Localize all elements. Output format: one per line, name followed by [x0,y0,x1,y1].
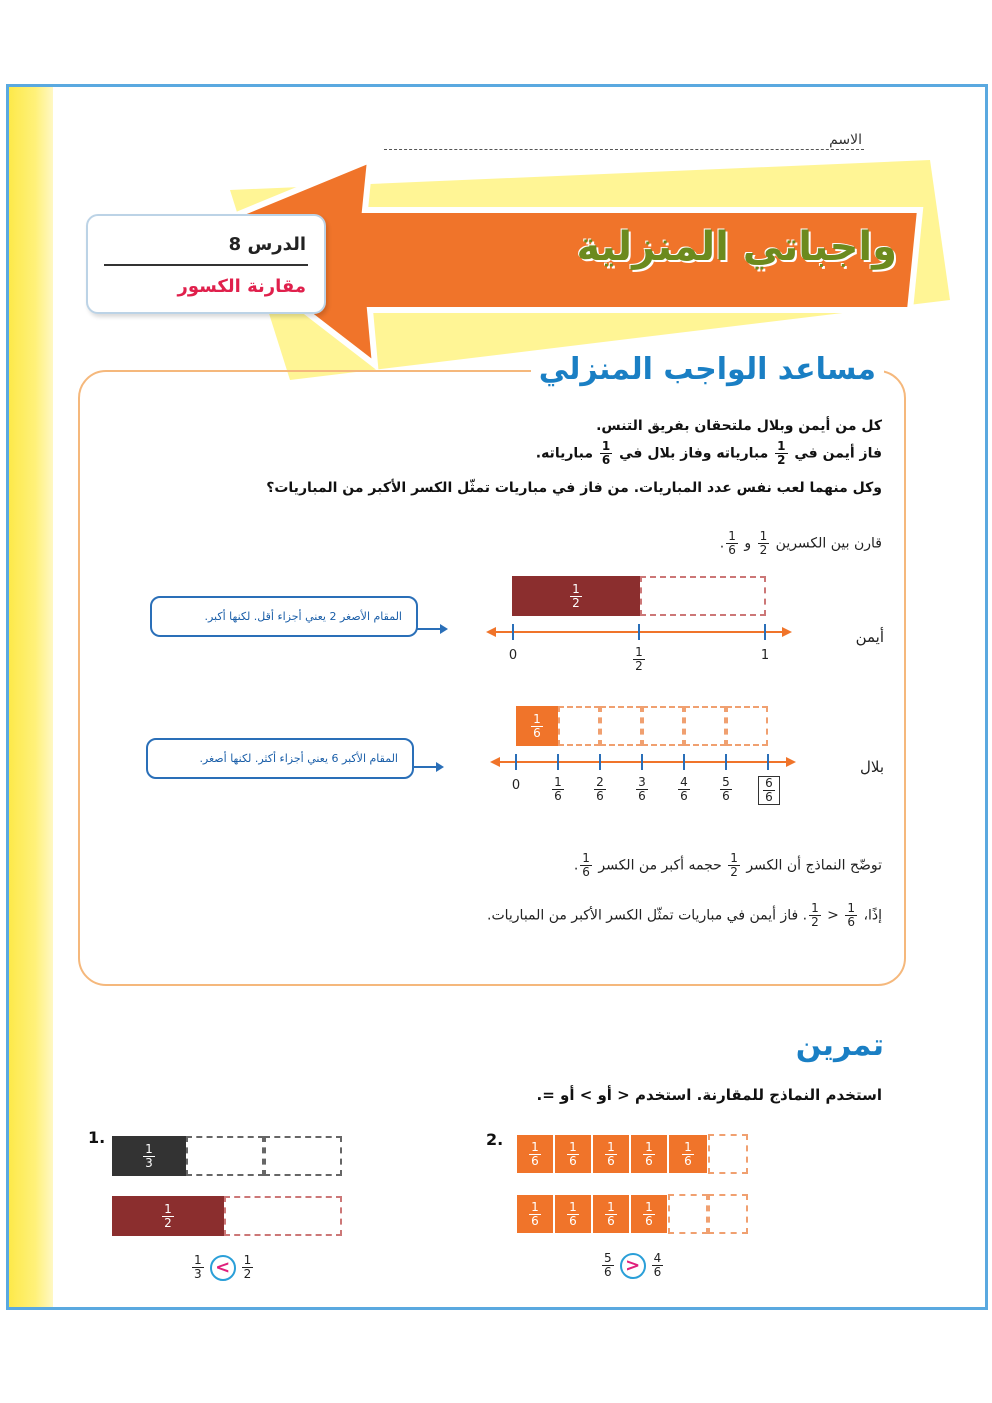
arrow-left [490,757,500,767]
denominator: 6 [596,789,604,803]
numerator: 1 [730,851,738,865]
ayman-number-line [486,622,796,646]
ayman-empty-bar [640,576,766,616]
ex1-answer-circle[interactable]: < [210,1255,236,1281]
text: مبارياته وفاز بلال في [619,445,769,462]
ex1-comparison [190,1254,255,1281]
divider [104,264,308,266]
ex2-top-filled [592,1134,630,1174]
numerator: 1 [635,645,643,659]
tick-label-2-6 [590,776,610,803]
numerator: 1 [569,1199,577,1214]
numerator: 1 [759,529,768,543]
ex1-empty-cell [186,1136,264,1176]
tick-label-0: 0 [511,778,521,793]
lesson-card [86,214,326,314]
bilal-label: بلال [859,758,884,776]
fraction [643,1141,655,1168]
numerator: 1 [607,1199,615,1214]
fraction [242,1254,254,1281]
ex2-bottom-filled [630,1194,668,1234]
fraction-half [728,852,740,879]
yellow-stripe [9,87,53,1307]
fraction-half [809,902,821,929]
problem-line-2 [536,440,882,467]
denominator: 6 [569,1153,577,1168]
fraction [678,776,690,803]
text: حجمه أكبر من الكسر [598,857,722,874]
text: مبارياته. [535,445,594,462]
tick-label-5-6 [716,776,736,803]
fraction [605,1141,617,1168]
ex2-top-filled [516,1134,554,1174]
fraction-sixth [580,852,592,879]
denominator: 6 [765,790,773,804]
arrow-left [486,627,496,637]
denominator: 2 [635,659,643,673]
less-than-sign: < [827,907,839,924]
fraction [552,776,564,803]
denominator: 6 [638,789,646,803]
fraction-half [570,583,582,610]
denominator: 6 [653,1265,662,1279]
denominator: 2 [730,865,738,879]
numerator: 1 [572,581,580,596]
numerator: 1 [811,901,819,915]
callout-arrow [416,622,448,636]
compare-instruction: قارن بين الكسرين $\frac{1}{2}$ و $\frac{1}{6}$ . [719,529,882,557]
lesson-number: الدرس 8 [228,234,306,255]
tick-label-6-6 [758,776,780,805]
problem-line-3: وكل منهما لعب نفس عدد المباريات. من فاز في مباريات تمثّل الكسر الأكبر من المباريات؟ [266,480,882,496]
denominator: 6 [645,1213,653,1228]
practice-title: تمرين [795,1028,884,1063]
numerator: 1 [684,1139,692,1154]
numerator: 1 [533,711,541,726]
denominator: 6 [722,789,730,803]
tick-label-0: 0 [508,648,518,663]
numerator: 2 [596,775,604,789]
problem-line-1: كل من أيمن وبلال ملتحقان بفريق التنس. [596,418,882,434]
denominator: 6 [531,1213,539,1228]
denominator: 6 [684,1153,692,1168]
ex1-empty-cell [224,1196,342,1236]
callout-bilal: المقام الأكبر 6 يعني أجزاء أكثر. لكنها أصغر. [146,738,414,779]
fraction [652,1252,664,1279]
denominator: 2 [777,453,786,467]
arrow-right [786,757,796,767]
fraction-sixth [531,713,543,740]
bilal-empty-cell [642,706,684,746]
ex1-third-bar [112,1136,186,1176]
fraction [594,776,606,803]
denominator: 6 [645,1153,653,1168]
bilal-empty-cell [726,706,768,746]
ex1-empty-cell [264,1136,342,1176]
numerator: 1 [728,529,736,543]
denominator: 6 [728,543,736,557]
fraction [643,1201,655,1228]
fraction [720,776,732,803]
fraction [636,776,648,803]
denominator: 6 [601,453,611,467]
exercise-2-number: 2. [486,1130,504,1149]
fraction [682,1141,694,1168]
numerator: 1 [607,1139,615,1154]
fraction [605,1201,617,1228]
denominator: 3 [194,1267,202,1281]
numerator: 1 [582,851,590,865]
denominator: 6 [607,1213,615,1228]
conclusion-sentence: إذًا، $\frac{1}{6}$ < $\frac{1}{2}$ . فاز أيمن في مباريات تمثّل الكسر الأكبر من المباريات. [487,901,882,929]
denominator: 6 [847,915,855,929]
fraction-half [758,530,770,557]
ex2-bottom-empty [668,1194,708,1234]
ex2-top-filled [668,1134,708,1174]
numerator: 1 [847,901,855,915]
numerator: 1 [554,775,562,789]
numerator: 5 [722,775,730,789]
arrow-right [782,627,792,637]
ex2-top-filled [554,1134,592,1174]
numerator: 6 [765,776,773,790]
tick-label-half [629,646,649,673]
denominator: 2 [811,915,819,929]
numerator: 5 [604,1251,612,1265]
numerator: 1 [194,1253,202,1267]
denominator: 2 [243,1267,252,1281]
ex2-bottom-filled [516,1194,554,1234]
fraction [763,777,775,804]
numerator: 3 [638,775,646,789]
numerator: 1 [145,1141,153,1156]
ayman-half-bar [512,576,640,616]
numerator: 1 [601,439,611,453]
tick-label-1: 1 [760,648,770,663]
tick-label-3-6 [632,776,652,803]
bilal-number-line [490,752,800,776]
text: إذًا، [863,907,882,924]
ex2-comparison [600,1252,665,1279]
ex2-bottom-empty [708,1194,748,1234]
text: قارن بين الكسرين [775,535,882,552]
denominator: 2 [759,543,768,557]
fraction [143,1143,155,1170]
numerator: 1 [645,1199,653,1214]
fraction [567,1201,579,1228]
ex2-top-filled [630,1134,668,1174]
tick-label-4-6 [674,776,694,803]
denominator: 3 [145,1155,153,1170]
lesson-topic: مقارنة الكسور [177,276,306,297]
numerator: 1 [777,439,786,453]
denominator: 6 [554,789,562,803]
ex1-half-bar [112,1196,224,1236]
bilal-sixth-bar [516,706,558,746]
fraction-sixth [600,440,612,467]
denominator: 6 [531,1153,539,1168]
models-sentence: توضّح النماذج أن الكسر $\frac{1}{2}$ حجمه أكبر من الكسر $\frac{1}{6}$ . [573,851,882,879]
denominator: 2 [572,595,580,610]
ex2-bottom-filled [554,1194,592,1234]
callout-ayman: المقام الأصغر 2 يعني أجزاء أقل. لكنها أكبر. [150,596,418,637]
ex2-bottom-filled [592,1194,630,1234]
denominator: 6 [582,865,590,879]
ayman-label: أيمن [855,628,884,646]
fraction [529,1201,541,1228]
exercise-1-number: 1. [88,1128,106,1147]
fraction [162,1203,174,1230]
callout-arrow [412,760,444,774]
numerator: 1 [164,1201,172,1216]
denominator: 6 [604,1265,612,1279]
ex2-answer-circle[interactable]: > [620,1253,646,1279]
denominator: 2 [164,1215,172,1230]
fraction [529,1141,541,1168]
fraction [602,1252,614,1279]
text: توضّح النماذج أن الكسر [746,857,882,874]
ex2-top-empty [708,1134,748,1174]
fraction-half [775,440,787,467]
tick-label-1-6 [548,776,568,803]
denominator: 6 [569,1213,577,1228]
bilal-empty-cell [684,706,726,746]
practice-instructions: استخدم النماذج للمقارنة. استخدم < أو > أو =. [536,1086,882,1104]
text: فاز أيمن في مباريات تمثّل الكسر الأكبر من المباريات. [487,907,799,924]
numerator: 1 [243,1253,252,1267]
text: و [744,535,752,552]
fraction-sixth [726,530,738,557]
fraction [567,1141,579,1168]
bilal-empty-cell [600,706,642,746]
numerator: 4 [653,1251,662,1265]
numerator: 1 [531,1139,539,1154]
denominator: 6 [533,725,541,740]
text: فاز أيمن في [794,445,882,462]
fraction-half [633,646,645,673]
name-label: الاسم [829,132,862,148]
denominator: 6 [680,789,688,803]
denominator: 6 [607,1153,615,1168]
numerator: 4 [680,775,688,789]
bilal-empty-cell [558,706,600,746]
name-field-line[interactable] [384,149,864,150]
numerator: 1 [569,1139,577,1154]
fraction-sixth [845,902,857,929]
fraction [192,1254,204,1281]
numerator: 1 [531,1199,539,1214]
homework-title: واجباتي المنزلية [576,224,897,270]
helper-title: مساعد الواجب المنزلي [531,352,884,387]
numerator: 1 [645,1139,653,1154]
